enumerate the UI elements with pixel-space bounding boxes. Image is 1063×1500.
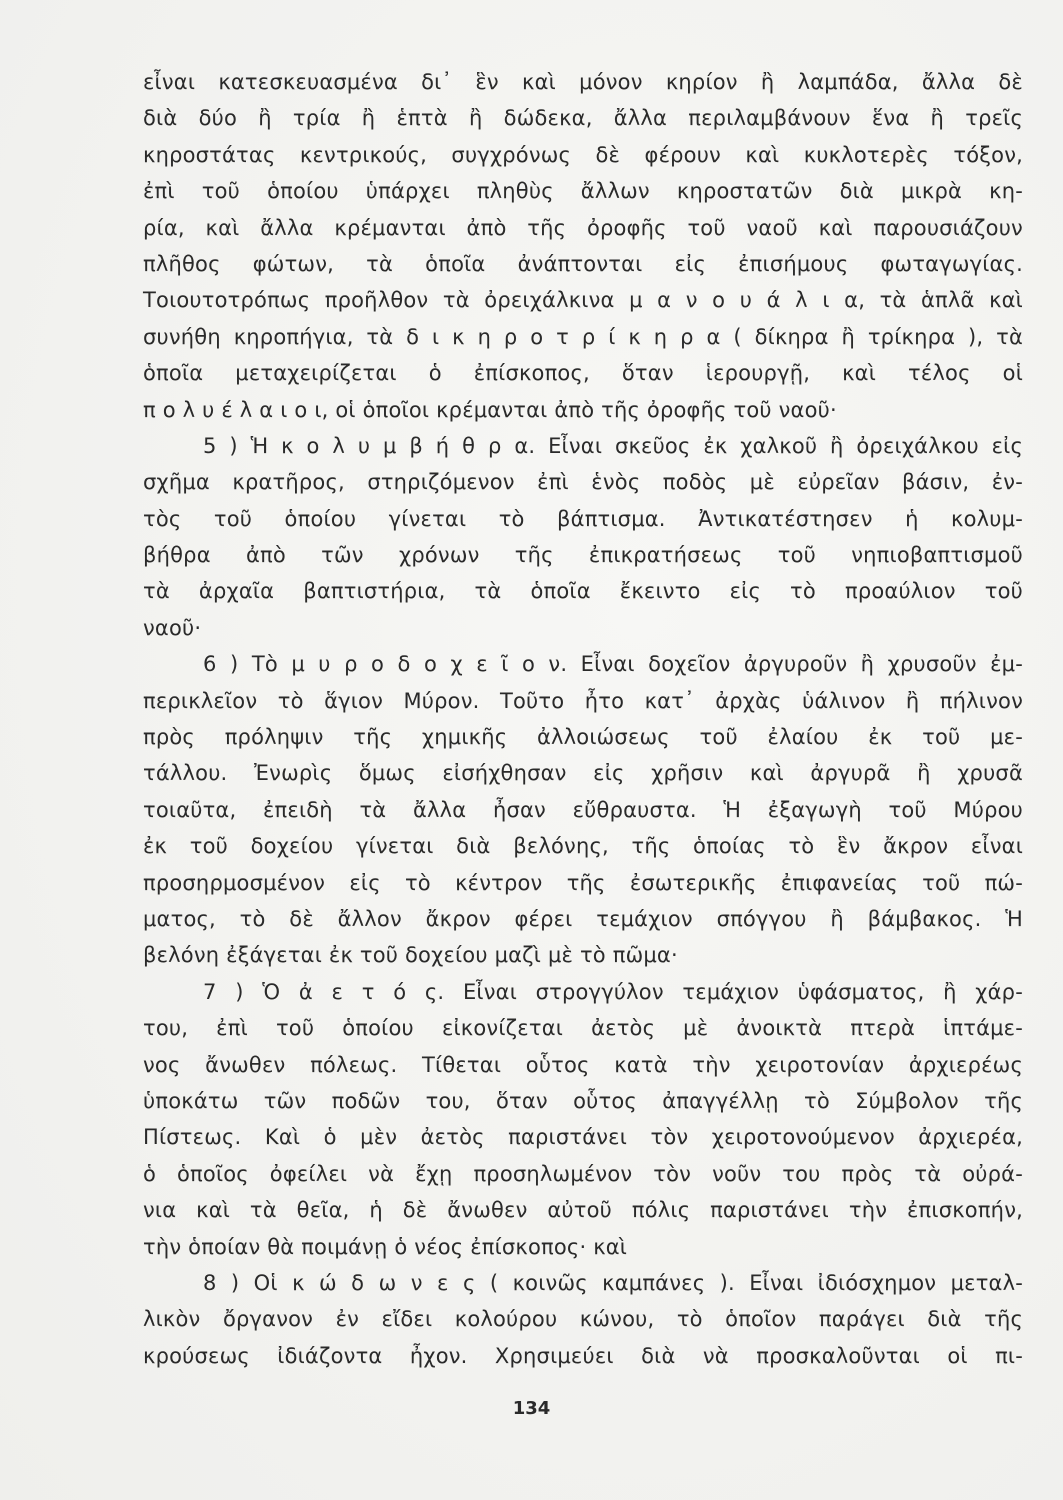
text-line: 7 ) Ὁ ἀ ε τ ό ς. Εἶναι στρογγύλον τεμάχιον ὑφάσματος, ἢ χάρ- [203,979,1023,1004]
text-line: ἐκ τοῦ δοχείου γίνεται διὰ βελόνης, τῆς ὁποίας τὸ ἓν ἄκρον εἶναι [143,834,1023,859]
text-line: 5 ) Ἡ κ ο λ υ μ β ή θ ρ α. Εἶναι σκεῦος ἐκ χαλκοῦ ἢ ὀρειχάλκου εἰς [203,433,1023,458]
text-line: βελόνη ἐξάγεται ἐκ τοῦ δοχείου μαζὶ μὲ τὸ πῶμα· [143,943,678,968]
text-line: διὰ δύο ἢ τρία ἢ ἑπτὰ ἢ δώδεκα, ἄλλα περιλαμβάνουν ἕνα ἢ τρεῖς [143,106,1023,131]
text-line: σχῆμα κρατῆρος, στηριζόμενον ἐπὶ ἑνὸς ποδὸς μὲ εὐρεῖαν βάσιν, ἐν- [143,470,1023,495]
text-line: τὴν ὁποίαν θὰ ποιμάνῃ ὁ νέος ἐπίσκοπος· καὶ [143,1234,628,1259]
text-line: συνήθη κηροπήγια, τὰ δ ι κ η ρ ο τ ρ ί κ η ρ α ( δίκηρα ἢ τρίκηρα ), τὰ [143,324,1023,349]
text-line: ναοῦ· [143,615,202,640]
text-line: τάλλου. Ἐνωρὶς ὅμως εἰσήχθησαν εἰς χρῆσιν καὶ ἀργυρᾶ ἢ χρυσᾶ [143,761,1023,786]
text-line: τὰ ἀρχαῖα βαπτιστήρια, τὰ ὁποῖα ἔκειντο εἰς τὸ προαύλιον τοῦ [143,579,1023,604]
text-line: ματος, τὸ δὲ ἄλλον ἄκρον φέρει τεμάχιον σπόγγου ἢ βάμβακος. Ἡ [143,906,1023,931]
text-line: ὁποῖα μεταχειρίζεται ὁ ἐπίσκοπος, ὅταν ἱερουργῇ, καὶ τέλος οἱ [143,361,1023,386]
text-line: πρὸς πρόληψιν τῆς χημικῆς ἀλλοιώσεως τοῦ ἐλαίου ἐκ τοῦ με- [143,725,1023,750]
page-number: 134 [512,1398,551,1419]
text-line: π ο λ υ έ λ α ι ο ι, οἱ ὁποῖοι κρέμανται ἀπὸ τῆς ὀροφῆς τοῦ ναοῦ· [143,397,837,422]
text-line: νια καὶ τὰ θεῖα, ἡ δὲ ἄνωθεν αὐτοῦ πόλις παριστάνει τὴν ἐπισκοπήν, [143,1198,1023,1223]
text-line: λικὸν ὄργανον ἐν εἴδει κολούρου κώνου, τὸ ὁποῖον παράγει διὰ τῆς [143,1307,1023,1332]
text-line: του, ἐπὶ τοῦ ὁποίου εἰκονίζεται ἀετὸς μὲ ἀνοικτὰ πτερὰ ἱπτάμε- [143,1016,1023,1041]
text-line: πλῆθος φώτων, τὰ ὁποῖα ἀνάπτονται εἰς ἐπισήμους φωταγωγίας. [143,251,1023,276]
text-line: βήθρα ἀπὸ τῶν χρόνων τῆς ἐπικρατήσεως τοῦ νηπιοβαπτισμοῦ [143,543,1023,568]
text-line: τοιαῦτα, ἐπειδὴ τὰ ἄλλα ἦσαν εὔθραυστα. Ἡ ἐξαγωγὴ τοῦ Μύρου [143,797,1023,822]
text-line: ὑποκάτω τῶν ποδῶν του, ὅταν οὗτος ἀπαγγέλλῃ τὸ Σύμβολον τῆς [143,1088,1023,1113]
text-line: Τοιουτοτρόπως προῆλθον τὰ ὀρειχάλκινα μ α ν ο υ ά λ ι α, τὰ ἁπλᾶ καὶ [143,288,1023,313]
text-line: περικλεῖον τὸ ἅγιον Μύρον. Τοῦτο ἦτο κατ᾽ ἀρχὰς ὑάλινον ἢ πήλινον [143,688,1023,713]
text-line: τὸς τοῦ ὁποίου γίνεται τὸ βάπτισμα. Ἀντικατέστησεν ἡ κολυμ- [143,506,1023,531]
text-line: κηροστάτας κεντρικούς, συγχρόνως δὲ φέρουν καὶ κυκλοτερὲς τόξον, [143,142,1023,167]
text-line: Πίστεως. Καὶ ὁ μὲν ἀετὸς παριστάνει τὸν χειροτονούμενον ἀρχιερέα, [143,1125,1023,1150]
text-line: ὁ ὁποῖος ὀφείλει νὰ ἔχῃ προσηλωμένον τὸν νοῦν του πρὸς τὰ οὐρά- [143,1161,1023,1186]
text-line: νος ἄνωθεν πόλεως. Τίθεται οὗτος κατὰ τὴν χειροτονίαν ἀρχιερέως [143,1052,1023,1077]
text-line: εἶναι κατεσκευασμένα δι᾽ ἓν καὶ μόνον κηρίον ἢ λαμπάδα, ἄλλα δὲ [143,70,1023,94]
text-line: 6 ) Τὸ μ υ ρ ο δ ο χ ε ῖ ο ν. Εἶναι δοχεῖον ἀργυροῦν ἢ χρυσοῦν ἐμ- [203,652,1023,677]
text-line: κρούσεως ἰδιάζοντα ἦχον. Χρησιμεύει διὰ νὰ προσκαλοῦνται οἱ πι- [143,1343,1023,1368]
text-line: προσηρμοσμένον εἰς τὸ κέντρον τῆς ἐσωτερικῆς ἐπιφανείας τοῦ πώ- [143,870,1023,895]
body-text [143,64,1023,1374]
text-line: 8 ) Οἱ κ ώ δ ω ν ε ς ( κοινῶς καμπάνες ). Εἶναι ἰδιόσχημον μεταλ- [203,1270,1023,1295]
text-line: ρία, καὶ ἄλλα κρέμανται ἀπὸ τῆς ὀροφῆς τοῦ ναοῦ καὶ παρουσιάζουν [143,215,1023,240]
text-line: ἐπὶ τοῦ ὁποίου ὑπάρχει πληθὺς ἄλλων κηροστατῶν διὰ μικρὰ κη- [143,179,1023,204]
